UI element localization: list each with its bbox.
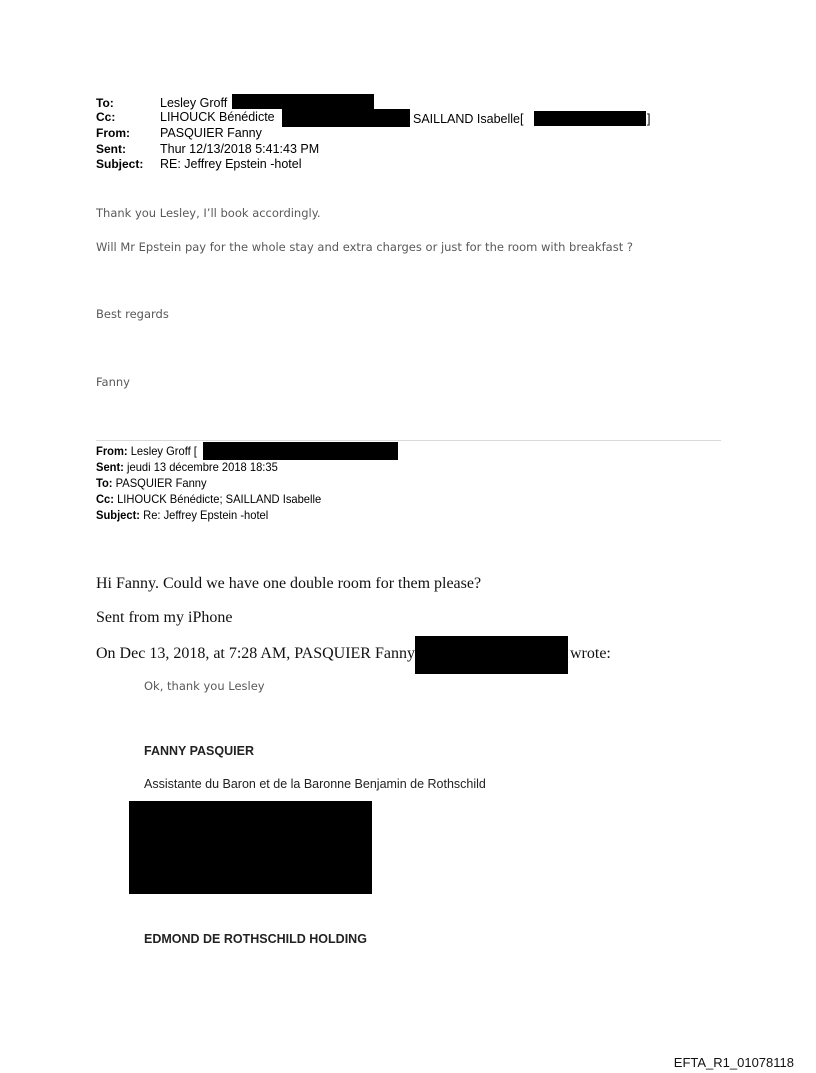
quoted-cc-value: LIHOUCK Bénédicte; SAILLAND Isabelle [117, 492, 322, 506]
quoted-cc-line [96, 491, 321, 507]
redaction-block [129, 801, 372, 894]
cc-label: Cc: [96, 110, 116, 124]
signature-name: FANNY PASQUIER [144, 744, 254, 758]
quoted-subject-label: Subject: [96, 508, 141, 522]
quoted-sent-value: jeudi 13 décembre 2018 18:35 [127, 460, 278, 474]
reply-closing: Best regards [96, 307, 169, 321]
cc-bracket: ] [647, 112, 651, 126]
quoted-to-label: To: [96, 476, 113, 490]
redaction-block [415, 636, 568, 674]
reply-signature: Fanny [96, 375, 130, 389]
quoted-line-2: Sent from my iPhone [96, 609, 233, 626]
quoted-subject-value: Re: Jeffrey Epstein -hotel [143, 508, 269, 522]
redaction-block [282, 109, 410, 127]
redaction-block [534, 111, 646, 126]
reply-line-2: Will Mr Epstein pay for the whole stay and extra charges or just for the room with breakfast ? [96, 240, 633, 254]
quoted-cc-label: Cc: [96, 492, 114, 506]
cc-value-2: SAILLAND Isabelle[ [413, 112, 524, 126]
quoted-to-line [96, 475, 207, 491]
nested-line-1: Ok, thank you Lesley [144, 679, 265, 693]
signature-company: EDMOND DE ROTHSCHILD HOLDING [144, 932, 367, 946]
message-divider [96, 440, 721, 441]
signature-title: Assistante du Baron et de la Baronne Benjamin de Rothschild [144, 777, 486, 791]
subject-value: RE: Jeffrey Epstein -hotel [160, 157, 302, 171]
sent-value: Thur 12/13/2018 5:41:43 PM [160, 142, 320, 156]
from-label: From: [96, 126, 130, 140]
from-value: PASQUIER Fanny [160, 126, 262, 140]
quoted-sent-line [96, 459, 278, 475]
quoted-line-3-suffix: wrote: [570, 645, 611, 662]
redaction-block [203, 442, 398, 460]
sent-label: Sent: [96, 142, 126, 156]
subject-label: Subject: [96, 157, 144, 171]
quoted-from-line [96, 443, 197, 459]
quoted-line-1: Hi Fanny. Could we have one double room for them please? [96, 575, 482, 592]
quoted-sent-label: Sent: [96, 460, 124, 474]
to-value: Lesley Groff [160, 96, 228, 110]
document-id: EFTA_R1_01078118 [673, 1055, 794, 1070]
reply-line-1: Thank you Lesley, I’ll book accordingly. [96, 206, 321, 220]
quoted-from-value: Lesley Groff [ [130, 444, 197, 458]
redaction-block [232, 94, 374, 109]
quoted-subject-line [96, 507, 268, 523]
quoted-line-3-prefix: On Dec 13, 2018, at 7:28 AM, PASQUIER Fanny [96, 645, 415, 662]
quoted-from-label: From: [96, 444, 128, 458]
to-label: To: [96, 96, 114, 110]
quoted-to-value: PASQUIER Fanny [115, 476, 207, 490]
cc-value: LIHOUCK Bénédicte [160, 110, 275, 124]
